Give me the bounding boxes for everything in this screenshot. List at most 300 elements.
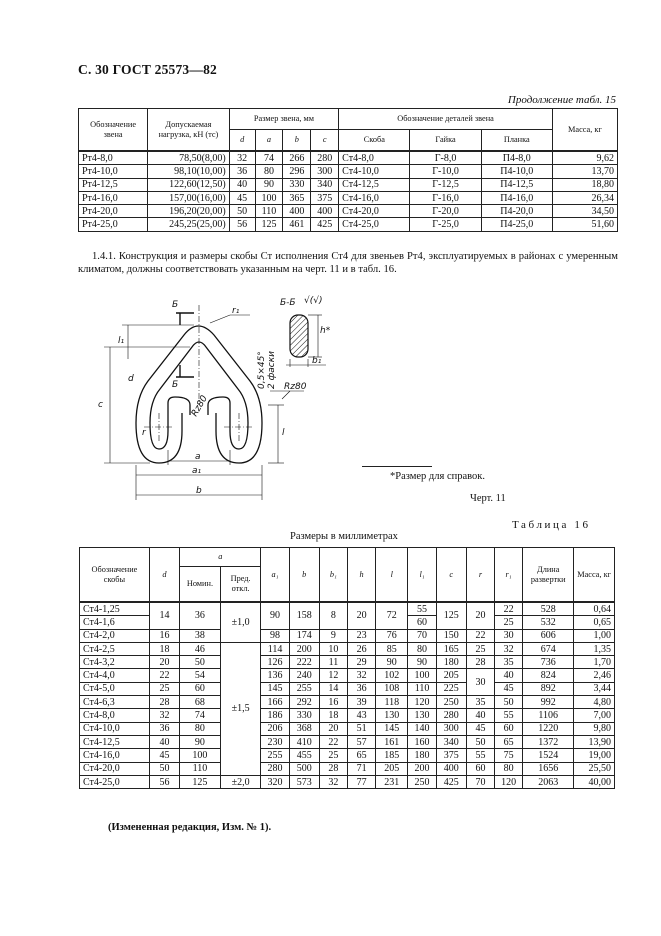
table-cell: Ст4-25,0: [80, 775, 150, 788]
roughness-symbol: √(√): [304, 296, 323, 306]
table-cell: 100: [255, 191, 283, 204]
table-cell: 205: [436, 669, 466, 682]
table-cell: 400: [311, 205, 339, 218]
table-cell: 300: [436, 722, 466, 735]
table-cell: 20: [466, 602, 494, 629]
table-cell: 13,90: [574, 735, 615, 748]
table-cell: 54: [180, 669, 221, 682]
table-cell: 56: [229, 218, 255, 231]
table-row: [80, 775, 615, 788]
table-cell: 125: [255, 218, 283, 231]
table-cell: П4-20,0: [481, 205, 552, 218]
t16-header-l1: l₁: [408, 548, 436, 603]
table-cell: 206: [261, 722, 289, 735]
section-mark-top: Б: [172, 300, 179, 310]
table-cell: 200: [408, 762, 436, 775]
table-cell: 1106: [523, 709, 574, 722]
table-cell: Рт4-10,0: [79, 165, 148, 178]
table-cell: 110: [180, 762, 221, 775]
clause-1-4-1: 1.4.1. Конструкция и размеры скобы Ст исполнения Ст4 для звеньев Рт4, эксплуатируемых в районах с умеренным климатом, должны соответствовать указанным на черт. 11 и в табл. 16.: [78, 251, 618, 275]
table-cell: Ст4-25,0: [339, 218, 410, 231]
chamfer-label: 0,5×45°: [257, 351, 267, 389]
chamfer-count-label: 2 фаски: [267, 350, 277, 389]
table-cell: ±1,5: [220, 642, 261, 775]
table-cell: 25: [319, 749, 347, 762]
rz-label-right: Rz80: [284, 382, 307, 392]
table-cell: 1,70: [574, 656, 615, 669]
table-cell: 1372: [523, 735, 574, 748]
table-cell: 114: [261, 642, 289, 655]
table-cell: 26: [347, 642, 375, 655]
table-row: [80, 735, 615, 748]
table-cell: 40: [149, 735, 179, 748]
continuation-note: Продолжение табл. 15: [507, 94, 616, 106]
table-cell: 38: [180, 629, 221, 642]
table-cell: 90: [261, 602, 289, 629]
table-cell: 28: [319, 762, 347, 775]
table-cell: 90: [255, 178, 283, 191]
dim-b1: b₁: [312, 356, 322, 366]
table-cell: 40,00: [574, 775, 615, 788]
table-cell: 100: [180, 749, 221, 762]
table-cell: 375: [436, 749, 466, 762]
table-cell: 455: [289, 749, 319, 762]
table-cell: 130: [376, 709, 408, 722]
table-cell: 120: [495, 775, 523, 788]
table-cell: 23: [347, 629, 375, 642]
table-cell: Г-12,5: [410, 178, 481, 191]
table-cell: 266: [283, 151, 311, 165]
table-cell: 736: [523, 656, 574, 669]
table-cell: Рт4-20,0: [79, 205, 148, 218]
t16-header-a-nom: Номин.: [180, 567, 221, 603]
table-cell: 98,10(10,00): [148, 165, 230, 178]
table-row: [80, 602, 615, 616]
table-cell: 330: [289, 709, 319, 722]
table-cell: 18: [149, 642, 179, 655]
table-cell: П4-10,0: [481, 165, 552, 178]
table-cell: 28: [466, 656, 494, 669]
table-cell: 255: [289, 682, 319, 695]
table-cell: Рт4-16,0: [79, 191, 148, 204]
table-cell: 90: [408, 656, 436, 669]
table-cell: 45: [495, 682, 523, 695]
table-cell: 425: [436, 775, 466, 788]
table-cell: 3,44: [574, 682, 615, 695]
table-cell: 110: [255, 205, 283, 218]
table-cell: 120: [408, 696, 436, 709]
table-row: [80, 722, 615, 735]
table-cell: 231: [376, 775, 408, 788]
table-cell: 74: [255, 151, 283, 165]
table-cell: 2,46: [574, 669, 615, 682]
t16-header-c: c: [436, 548, 466, 603]
table-row: [80, 749, 615, 762]
table-cell: 532: [523, 616, 574, 629]
table-cell: 245,25(25,00): [148, 218, 230, 231]
table-cell: 8: [319, 602, 347, 629]
table-cell: 136: [261, 669, 289, 682]
table-cell: Г-20,0: [410, 205, 481, 218]
table-cell: 30: [466, 669, 494, 696]
table-cell: 51,60: [552, 218, 617, 231]
table-cell: 25: [495, 616, 523, 629]
table-row: [80, 669, 615, 682]
table-cell: 51: [347, 722, 375, 735]
table-cell: 296: [283, 165, 311, 178]
table-cell: Ст4-2,5: [80, 642, 150, 655]
t16-header-d: d: [149, 548, 179, 603]
dim-r1: r₁: [232, 306, 240, 316]
table-cell: 22: [495, 602, 523, 616]
dim-d: d: [128, 374, 134, 384]
table-cell: 174: [289, 629, 319, 642]
section-title: Б-Б: [280, 298, 296, 308]
table-cell: Г-8,0: [410, 151, 481, 165]
table-cell: 80: [408, 642, 436, 655]
table-cell: 19,00: [574, 749, 615, 762]
table-cell: 85: [376, 642, 408, 655]
table-cell: 102: [376, 669, 408, 682]
table-row: [80, 682, 615, 695]
table-cell: 160: [408, 735, 436, 748]
bracket-drawing: [90, 285, 360, 507]
table-cell: 400: [283, 205, 311, 218]
table-cell: 165: [436, 642, 466, 655]
table-cell: 35: [466, 696, 494, 709]
table-cell: 118: [376, 696, 408, 709]
table-cell: 80: [255, 165, 283, 178]
table-cell: 78,50(8,00): [148, 151, 230, 165]
t16-header-a1: a₁: [261, 548, 289, 603]
page-header: С. 30 ГОСТ 25573—82: [78, 62, 217, 77]
table-cell: 161: [376, 735, 408, 748]
table-cell: 55: [408, 602, 436, 616]
t15-header-c: c: [311, 130, 339, 152]
table-cell: Рт4-25,0: [79, 218, 148, 231]
table-cell: 74: [180, 709, 221, 722]
table-cell: 45: [149, 749, 179, 762]
table-cell: 500: [289, 762, 319, 775]
table-cell: 255: [261, 749, 289, 762]
t16-header-length: Длина развертки: [523, 548, 574, 603]
table-cell: Ст4-5,0: [80, 682, 150, 695]
t15-header-a: a: [255, 130, 283, 152]
table-cell: 50: [466, 735, 494, 748]
table-cell: 200: [289, 642, 319, 655]
table-cell: 22: [319, 735, 347, 748]
table-cell: 9,80: [574, 722, 615, 735]
t15-header-d: d: [229, 130, 255, 152]
table-cell: 32: [319, 775, 347, 788]
table-cell: 330: [283, 178, 311, 191]
table-cell: 892: [523, 682, 574, 695]
table-cell: 250: [408, 775, 436, 788]
table-cell: 992: [523, 696, 574, 709]
table-15: [78, 108, 618, 232]
table-cell: 573: [289, 775, 319, 788]
amendment-note: (Измененная редакция, Изм. № 1).: [108, 822, 272, 833]
t16-header-mass: Масса, кг: [574, 548, 615, 603]
table-cell: 375: [311, 191, 339, 204]
table-cell: 2063: [523, 775, 574, 788]
table-cell: 40: [466, 709, 494, 722]
table-cell: 40: [229, 178, 255, 191]
table-cell: ±2,0: [220, 775, 261, 788]
table-cell: 26,34: [552, 191, 617, 204]
table-cell: 90: [180, 735, 221, 748]
table-cell: Ст4-16,0: [339, 191, 410, 204]
table-cell: 56: [149, 775, 179, 788]
table-row: [79, 205, 618, 218]
table-cell: 157,00(16,00): [148, 191, 230, 204]
table-cell: 57: [347, 735, 375, 748]
table-cell: Ст4-1,6: [80, 616, 150, 629]
table-cell: 65: [495, 735, 523, 748]
footnote-rule: [362, 466, 432, 467]
table-cell: 50: [495, 696, 523, 709]
table-cell: 130: [408, 709, 436, 722]
t15-header-bracket: Скоба: [339, 130, 410, 152]
t16-header-a: a: [180, 548, 261, 567]
table-cell: 25: [149, 682, 179, 695]
table-cell: 32: [495, 642, 523, 655]
table-cell: 292: [289, 696, 319, 709]
table-cell: Г-16,0: [410, 191, 481, 204]
table-cell: Г-10,0: [410, 165, 481, 178]
table-cell: 222: [289, 656, 319, 669]
table-cell: 28: [149, 696, 179, 709]
table-cell: 9: [319, 629, 347, 642]
dim-a1: a₁: [192, 466, 202, 476]
table-cell: 40: [495, 669, 523, 682]
table-cell: 25: [466, 642, 494, 655]
table-cell: 46: [180, 642, 221, 655]
table-cell: 36: [347, 682, 375, 695]
table-cell: 20: [347, 602, 375, 629]
dim-h: h*: [320, 326, 331, 336]
table-cell: 150: [436, 629, 466, 642]
table-cell: 20: [149, 656, 179, 669]
table-cell: 122,60(12,50): [148, 178, 230, 191]
table-cell: П4-8,0: [481, 151, 552, 165]
table-cell: 145: [376, 722, 408, 735]
table-cell: 50: [229, 205, 255, 218]
table-row: [80, 762, 615, 775]
table-cell: 12: [319, 669, 347, 682]
table-row: [79, 178, 618, 191]
table-cell: 70: [408, 629, 436, 642]
table-cell: 140: [408, 722, 436, 735]
table-cell: Ст4-8,0: [339, 151, 410, 165]
t15-header-mass: Масса, кг: [552, 109, 617, 152]
table-cell: 36: [229, 165, 255, 178]
table-cell: 18: [319, 709, 347, 722]
rz-label-left: Rz80: [189, 394, 210, 419]
table-row: [80, 709, 615, 722]
t15-header-parts: Обозначение деталей звена: [339, 109, 553, 130]
table-cell: Ст4-12,5: [80, 735, 150, 748]
table-cell: 1656: [523, 762, 574, 775]
table-cell: 71: [347, 762, 375, 775]
table-cell: 36: [180, 602, 221, 629]
table-cell: 824: [523, 669, 574, 682]
table-cell: Ст4-3,2: [80, 656, 150, 669]
dim-a: a: [195, 452, 201, 462]
table-cell: 72: [376, 602, 408, 629]
table-cell: Ст4-20,0: [80, 762, 150, 775]
table-cell: 180: [408, 749, 436, 762]
dim-b: b: [196, 486, 202, 496]
table-cell: 60: [495, 722, 523, 735]
table-cell: 16: [319, 696, 347, 709]
t15-header-nut: Гайка: [410, 130, 481, 152]
table-cell: Ст4-4,0: [80, 669, 150, 682]
table-cell: Ст4-10,0: [339, 165, 410, 178]
table-cell: 340: [436, 735, 466, 748]
t15-header-load: Допускаемая нагрузка, кН (тс): [148, 109, 230, 152]
table-cell: 126: [261, 656, 289, 669]
table-cell: 300: [311, 165, 339, 178]
table-cell: 60: [408, 616, 436, 629]
table-cell: Ст4-20,0: [339, 205, 410, 218]
table-cell: П4-12,5: [481, 178, 552, 191]
table-cell: 1220: [523, 722, 574, 735]
table-cell: 158: [289, 602, 319, 629]
table-cell: 32: [347, 669, 375, 682]
table-row: [79, 165, 618, 178]
table-row: [80, 642, 615, 655]
table-cell: 280: [436, 709, 466, 722]
table-row: [80, 656, 615, 669]
table-cell: 50: [149, 762, 179, 775]
table-cell: 36: [149, 722, 179, 735]
table-cell: ±1,0: [220, 602, 261, 642]
table-cell: 110: [408, 682, 436, 695]
table-cell: 70: [466, 775, 494, 788]
table-cell: 60: [466, 762, 494, 775]
table-cell: 11: [319, 656, 347, 669]
table-cell: 205: [376, 762, 408, 775]
table-cell: 196,20(20,00): [148, 205, 230, 218]
table-cell: 230: [261, 735, 289, 748]
table-cell: 34,50: [552, 205, 617, 218]
t16-header-h: h: [347, 548, 375, 603]
table-cell: 280: [311, 151, 339, 165]
table-cell: 410: [289, 735, 319, 748]
t15-header-link-size: Размер звена, мм: [229, 109, 338, 130]
table-cell: 76: [376, 629, 408, 642]
table-cell: 55: [466, 749, 494, 762]
table-cell: 68: [180, 696, 221, 709]
table-cell: 125: [436, 602, 466, 629]
table-cell: Ст4-2,0: [80, 629, 150, 642]
table-cell: 90: [376, 656, 408, 669]
table-cell: 225: [436, 682, 466, 695]
table-cell: 13,70: [552, 165, 617, 178]
table-cell: 320: [261, 775, 289, 788]
table-cell: 280: [261, 762, 289, 775]
t16-header-r: r: [466, 548, 494, 603]
dim-l: l: [282, 428, 285, 438]
table-cell: 186: [261, 709, 289, 722]
table-cell: 9,62: [552, 151, 617, 165]
table-cell: Ст4-16,0: [80, 749, 150, 762]
figure-label: Черт. 11: [470, 493, 506, 504]
table-cell: 145: [261, 682, 289, 695]
table-cell: 35: [495, 656, 523, 669]
dim-r: r: [142, 428, 146, 438]
table-cell: 365: [283, 191, 311, 204]
table-cell: 43: [347, 709, 375, 722]
table-cell: 22: [466, 629, 494, 642]
table-row: [80, 629, 615, 642]
table-cell: 400: [436, 762, 466, 775]
table-cell: 1,35: [574, 642, 615, 655]
t16-header-r1: r₁: [495, 548, 523, 603]
table-cell: 45: [229, 191, 255, 204]
table-cell: 39: [347, 696, 375, 709]
table-cell: 185: [376, 749, 408, 762]
table-cell: 7,00: [574, 709, 615, 722]
table-cell: 14: [319, 682, 347, 695]
table-cell: 425: [311, 218, 339, 231]
table-cell: 60: [180, 682, 221, 695]
table-cell: 1524: [523, 749, 574, 762]
table-row: [79, 151, 618, 165]
table-cell: 240: [289, 669, 319, 682]
table-cell: 528: [523, 602, 574, 616]
table-cell: 180: [436, 656, 466, 669]
t16-header-designation: Обозначение скобы: [80, 548, 150, 603]
table-cell: 22: [149, 669, 179, 682]
table-cell: Ст4-12,5: [339, 178, 410, 191]
table-cell: Рт4-12,5: [79, 178, 148, 191]
table-cell: 98: [261, 629, 289, 642]
table-cell: 461: [283, 218, 311, 231]
table-cell: 32: [229, 151, 255, 165]
t16-header-l: l: [376, 548, 408, 603]
table-cell: 125: [180, 775, 221, 788]
dim-c: c: [98, 400, 103, 410]
footnote: *Размер для справок.: [390, 471, 486, 482]
table-cell: 30: [495, 629, 523, 642]
table-cell: 166: [261, 696, 289, 709]
table-cell: П4-25,0: [481, 218, 552, 231]
table-cell: 108: [376, 682, 408, 695]
table-cell: Ст4-6,3: [80, 696, 150, 709]
table-cell: Рт4-8,0: [79, 151, 148, 165]
table-cell: 100: [408, 669, 436, 682]
table-cell: 77: [347, 775, 375, 788]
table-cell: 14: [149, 602, 179, 629]
t16-header-a-tol: Пред. откл.: [220, 567, 261, 603]
table-cell: П4-16,0: [481, 191, 552, 204]
table-cell: 368: [289, 722, 319, 735]
table-cell: 32: [149, 709, 179, 722]
table-cell: 674: [523, 642, 574, 655]
table-cell: 50: [180, 656, 221, 669]
dim-l1: l₁: [118, 336, 125, 346]
section-mark-bottom: Б: [172, 380, 179, 390]
table-cell: 18,80: [552, 178, 617, 191]
table-cell: Г-25,0: [410, 218, 481, 231]
table-16-label: Таблица 16: [512, 519, 591, 531]
table-cell: 4,80: [574, 696, 615, 709]
table-row: [80, 696, 615, 709]
table-cell: 80: [180, 722, 221, 735]
table-cell: 340: [311, 178, 339, 191]
